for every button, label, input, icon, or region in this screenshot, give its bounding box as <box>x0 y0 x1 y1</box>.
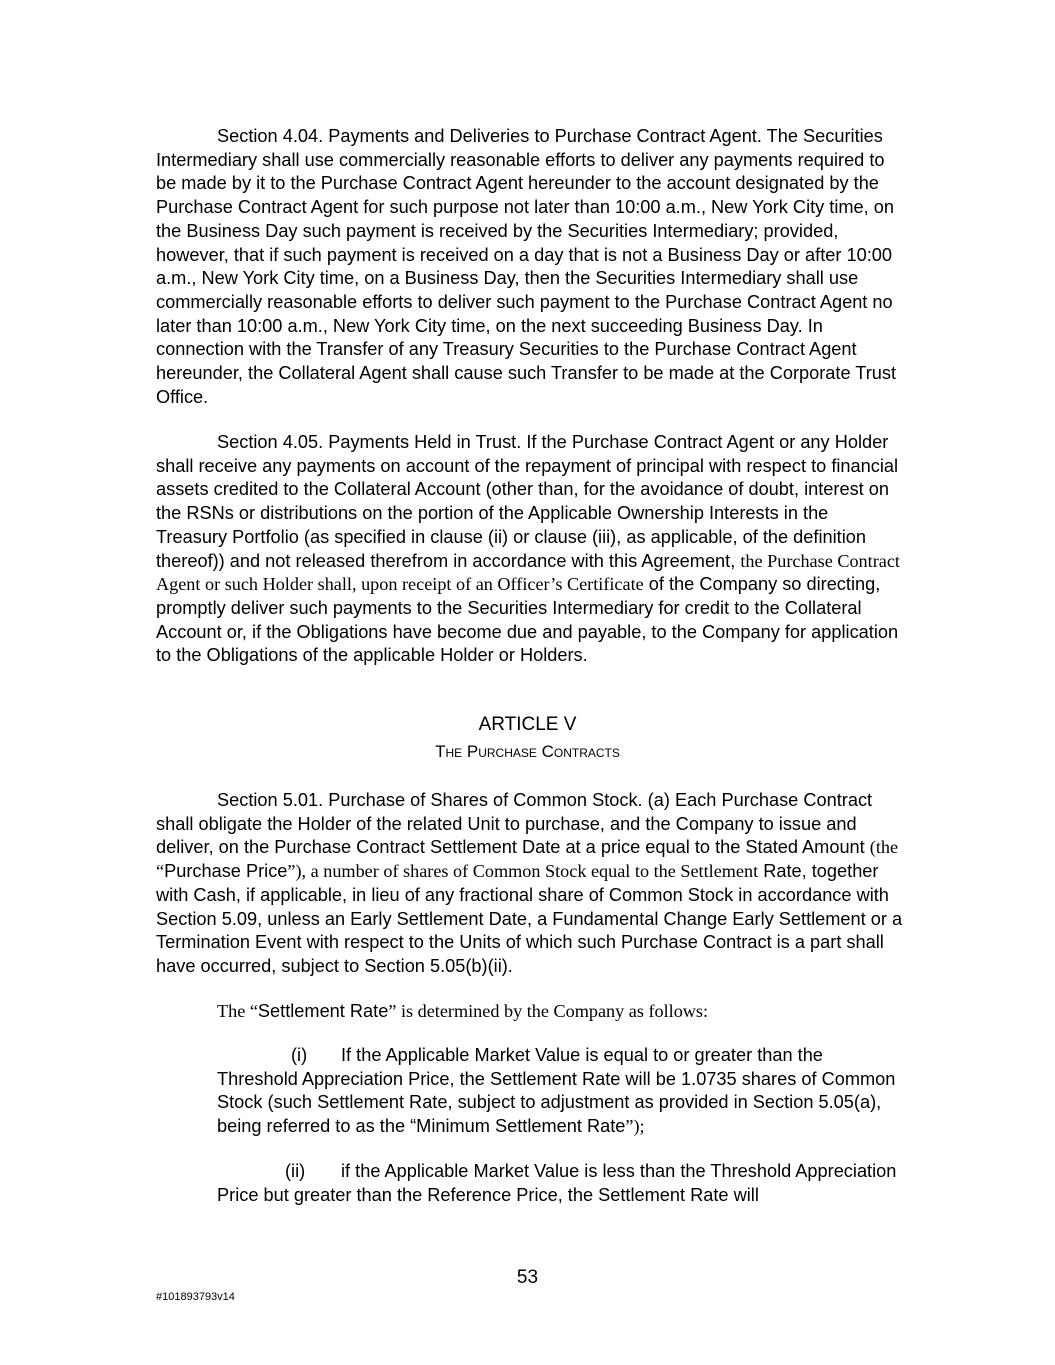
section-5-01-paragraph <box>156 789 904 979</box>
section-4-05-paragraph <box>156 431 904 668</box>
purchase-price-term: Purchase Price <box>164 861 288 882</box>
document-id: #101893793v14 <box>156 1291 235 1303</box>
section-5-01-body-part1: (a) Each Purchase Contract shall obligate the Holder of the related Unit to purchase, and the Company to issue and deliver, on the Purchase Contract Settlement Date at a price equal to the Stated Amount <box>156 790 873 858</box>
clause-i-paragraph <box>217 1044 907 1139</box>
article-title: ARTICLE V <box>478 714 577 735</box>
section-5-01-body-part2-suffix: ”), a number of shares of Common Stock equal to the Settlement <box>287 861 759 882</box>
settlement-intro-prefix: The “ <box>217 1001 258 1021</box>
clause-ii-body: if the Applicable Market Value is less than the Threshold Appreciation Price but greater than the Reference Price, the Settlement Rate will <box>217 1161 897 1205</box>
clause-i-suffix: ”); <box>625 1116 645 1137</box>
section-4-05-body-part3: of the Company so directing, promptly deliver such payments to the Securities Intermediary for credit to the Collateral Account or, if the Obligations have become due and payable, to the Company for application to the Obligations of the applicable Holder or Holders. <box>156 574 899 666</box>
section-4-04-heading: Section 4.04. Payments and Deliveries to Purchase Contract Agent. <box>217 126 767 146</box>
settlement-rate-term: Settlement Rate <box>257 1001 389 1021</box>
settlement-rate-intro <box>217 1000 907 1024</box>
section-5-01-body-part3: Rate, together with Cash, if applicable, in lieu of any fractional share of Common Stock in accordance with Section 5.09, unless an Early Settlement Date, a Fundamental Change Early Settlement or a Termination Event with respect to the Units of which such Purchase Contract is a part shall have occurred, subject to Section 5.05(b)(ii). <box>156 861 903 976</box>
article-subtitle: The Purchase Contracts <box>435 742 620 761</box>
clause-ii-paragraph <box>217 1160 907 1207</box>
section-4-05-body-part1: If the Purchase Contract Agent or any Holder shall receive any payments on account of the repayment of principal with respect to financial assets credited to the Collateral Account (other than, for the avoidance of doubt, interest on the RSNs or distributions on the portion of the Applicable Ownership Interests in the Treasury Portfolio (as specified in clause (ii) or clause (iii), as applicable, of the definition thereof)) and not released therefrom in accordance with this Agreement, <box>156 432 899 571</box>
section-5-01-body-part2-prefix: (the “ <box>156 837 899 882</box>
section-4-05-heading: Section 4.05. Payments Held in Trust. <box>217 432 527 452</box>
clause-ii-number: (ii) <box>285 1161 306 1181</box>
minimum-settlement-rate-term: Minimum Settlement Rate <box>416 1116 626 1137</box>
clause-i-number: (i) <box>291 1045 308 1065</box>
section-4-04-body: The Securities Intermediary shall use commercially reasonable efforts to deliver any payments required to be made by it to the Purchase Contract Agent hereunder to the account designated by the Purchase Contract Agent for such purpose not later than 10:00 a.m., New York City time, on the Business Day such payment is received by the Securities Intermediary; provided, however, that if such payment is received on a day that is not a Business Day or after 10:00 a.m., New York City time, on a Business Day, then the Securities Intermediary shall use commercially reasonable efforts to deliver such payment to the Purchase Contract Agent no later than 10:00 a.m., New York City time, on the next succeeding Business Day. In connection with the Transfer of any Treasury Securities to the Purchase Contract Agent hereunder, the Collateral Agent shall cause such Transfer to be made at the Corporate Trust Office. <box>156 126 897 407</box>
section-4-04-paragraph <box>156 125 904 409</box>
settlement-intro-suffix: ” is determined by the Company as follows: <box>388 1001 709 1021</box>
section-5-01-heading: Section 5.01. Purchase of Shares of Common Stock. <box>217 790 648 810</box>
clause-i-body: If the Applicable Market Value is equal to or greater than the Threshold Appreciation Price, the Settlement Rate will be 1.0735 shares of Common Stock (such Settlement Rate, subject to adjustment as provided in Section 5.05(a), being referred to as the “ <box>217 1045 896 1137</box>
section-4-05-body-part2: the Purchase Contract Agent or such Holder shall, upon receipt of an Officer’s Certificate <box>156 550 900 595</box>
page-number: 53 <box>516 1267 539 1288</box>
